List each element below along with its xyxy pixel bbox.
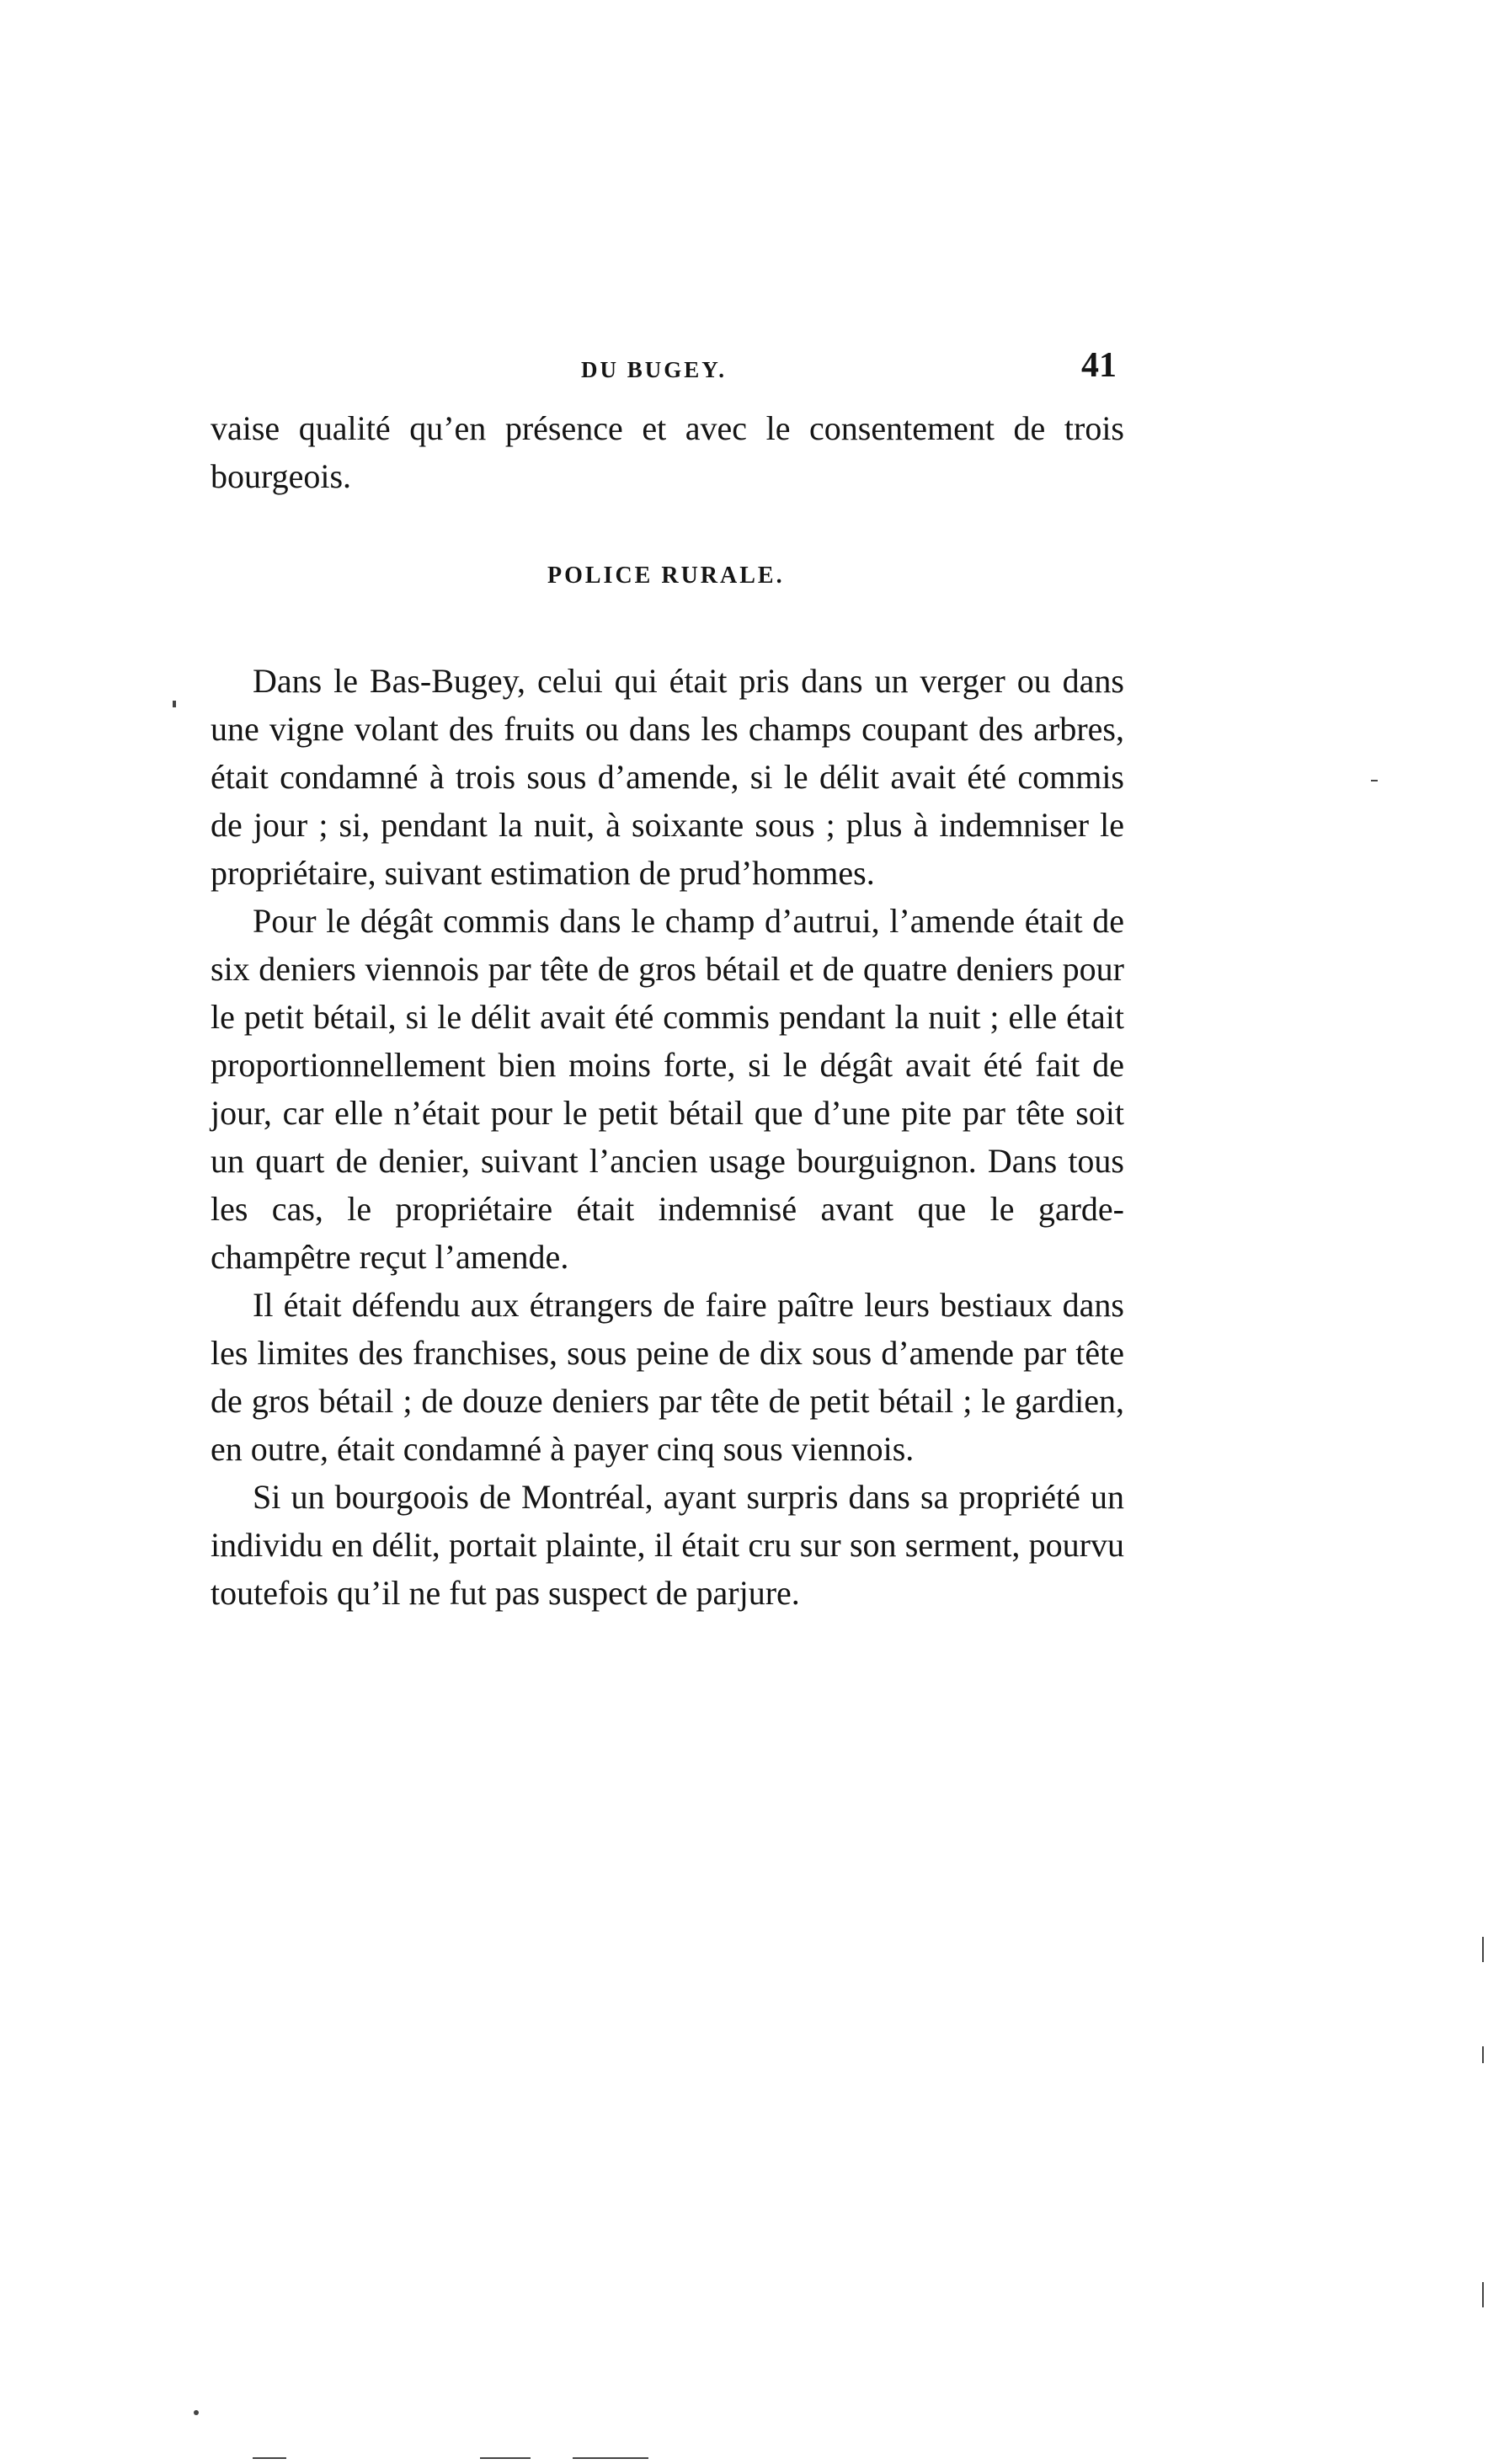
opening-text xyxy=(211,404,1124,500)
margin-mark xyxy=(173,701,176,707)
scan-edge-mark xyxy=(480,2457,531,2459)
paragraph-1: Dans le Bas-Bugey, celui qui était pris dans un verger ou dans une vigne volant des fruits ou dans les champs coupant des arbres, était condamné à trois sous d’amende, si le délit avait été commis de jour ; si, pendant la nuit, à soixante sous ; plus à indemniser le propriétaire, suivant estimation de prud’hommes. xyxy=(211,662,1124,892)
scan-dot xyxy=(194,2410,199,2415)
paragraph-4: Si un bourgoois de Montréal, ayant surpris dans sa propriété un individu en délit, portait plainte, il était cru sur son serment, pourvu toutefois qu’il ne fut pas suspect de parjure. xyxy=(211,1478,1124,1612)
page-number: 41 xyxy=(1081,346,1117,385)
paragraph-2: Pour le dégât commis dans le champ d’autrui, l’amende était de six deniers viennois par tête de gros bétail et de quatre deniers pour le petit bétail, si le délit avait été commis pendant la nuit ; elle était proportionnellement bien moins forte, si le dégât avait été fait de jour, car elle n’était pour le petit bétail que d’une pite par tête soit un quart de denier, suivant l’ancien usage bourguignon. Dans tous les cas, le propriétaire était indemnisé avant que le garde-champêtre reçut l’amende. xyxy=(211,902,1124,1276)
scan-edge-mark xyxy=(1482,1937,1484,1962)
paragraph-3: Il était défendu aux étrangers de faire paître leurs bestiaux dans les limites des franchises, sous peine de dix sous d’amende par tête de gros bétail ; de douze deniers par tête de petit bétail ; le gardien, en outre, était condamné à payer cinq sous viennois. xyxy=(211,1286,1124,1468)
scan-edge-mark xyxy=(1482,2046,1484,2063)
section-heading: POLICE RURALE. xyxy=(547,563,785,589)
margin-mark xyxy=(1371,780,1378,781)
scan-edge-mark xyxy=(1482,2282,1484,2307)
section-body xyxy=(211,657,1124,1617)
running-head: DU BUGEY. xyxy=(581,357,728,382)
opening-paragraph: vaise qualité qu’en présence et avec le consentement de trois bourgeois. xyxy=(211,409,1124,495)
scan-edge-mark xyxy=(253,2457,286,2459)
scan-edge-mark xyxy=(573,2457,648,2459)
